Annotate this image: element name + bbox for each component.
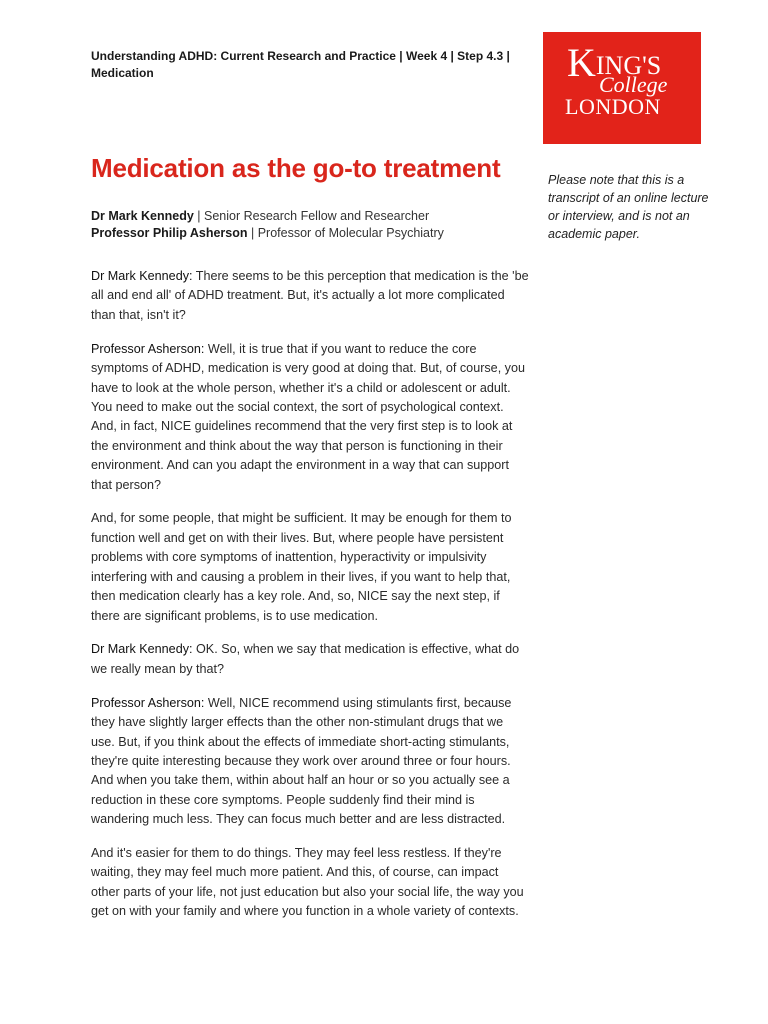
transcript-paragraph [91,844,529,922]
logo-line1: KING'S [567,40,662,85]
paragraph-text: And, for some people, that might be sufficient. It may be enough for them to function well and get on with their lives. But, where people have persistent problems with core symptoms of inattention, hyperactivity or impulsivity interfering with and causing a problem in their lives, if you want to help that, then medication clearly has a key role. And, so, NICE say the next step, if there are significant problems, is to use medication. [91,511,512,623]
author-list [91,208,531,242]
author-name: Professor Philip Asherson [91,226,248,240]
speaker-label: Dr Mark Kennedy: [91,642,193,657]
transcript-paragraph [91,694,529,830]
course-header: Understanding ADHD: Current Research and Practice | Week 4 | Step 4.3 | Medication [91,49,510,80]
author-name: Dr Mark Kennedy [91,209,194,223]
transcript-paragraph [91,267,529,325]
speaker-label: Professor Asherson: [91,341,205,356]
kings-college-london-logo [543,32,701,144]
paragraph-text: And it's easier for them to do things. They may feel less restless. If they're waiting, they may feel much more patient. And this, of course, can impact other parts of your life, not just education but also your social life, the way you get on with your family and where you function in a whole variety of contexts. [91,846,524,919]
transcript-body [91,267,529,936]
transcript-paragraph [91,640,529,679]
transcript-paragraph [91,509,529,625]
logo-line2: College [599,72,668,97]
paragraph-text: Well, NICE recommend using stimulants first, because they have slightly larger effects than the other non-stimulant drugs that we use. But, if you think about the effects of immediate short-acting stimulants, they're quite interesting because they work over around three or four hours. And when you take them, within about half an hour or so you actually see a reduction in these core symptoms. People suddenly find their mind is wandering much less. They can focus much better and are less distracted. [91,695,512,827]
speaker-label: Professor Asherson: [91,695,205,710]
author-entry [91,208,531,225]
transcript-note: Please note that this is a transcript of an online lecture or interview, and is not an academic paper. [548,173,709,241]
paragraph-text: Well, it is true that if you want to reduce the core symptoms of ADHD, medication is very good at doing that. But, of course, you have to look at the whole person, whether it's a child or adolescent or adult. You need to make out the social context, the sort of psychological context. And, in fact, NICE guidelines recommend that the very first step is to look at the environment and think about the way that person is functioning in their environment. And can you adapt the environment in a way that can support that person? [91,341,525,492]
paragraph-text: There seems to be this perception that medication is the 'be all and end all' of ADHD treatment. But, it's actually a lot more complicated than that, isn't it? [91,269,529,322]
logo-lettering [543,32,701,144]
logo-line3: LONDON [565,94,661,119]
transcript-paragraph [91,340,529,495]
author-role: | Professor of Molecular Psychiatry [247,226,444,240]
page-title: Medication as the go-to treatment [91,153,501,183]
author-role: | Senior Research Fellow and Researcher [193,209,430,223]
speaker-label: Dr Mark Kennedy: [91,269,193,283]
author-entry [91,225,531,242]
paragraph-text: OK. So, when we say that medication is effective, what do we really mean by that? [91,642,520,676]
